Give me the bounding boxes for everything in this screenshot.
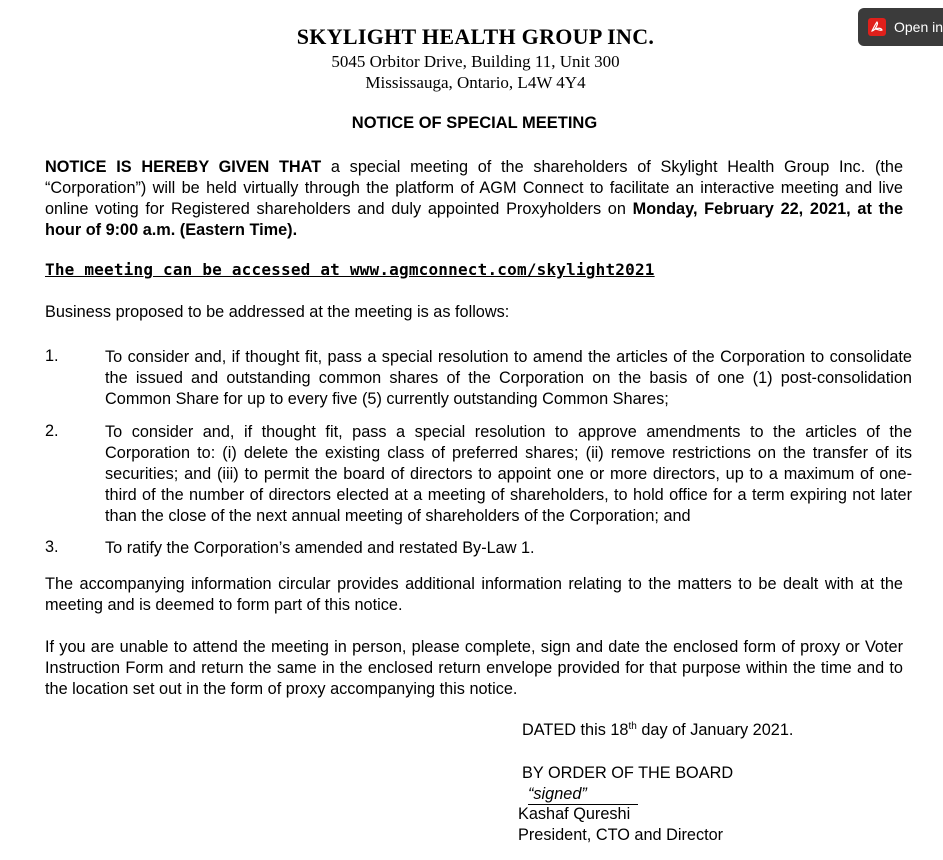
signer-name: Kashaf Qureshi [518,805,631,823]
signer-title: President, CTO and Director [518,826,724,844]
item-number: 1. [45,347,59,365]
meeting-access-link[interactable]: The meeting can be accessed at www.agmconnect.com/skylight2021 [45,260,655,279]
address-line-1: 5045 Orbitor Drive, Building 11, Unit 300 [331,52,620,71]
item-text: To consider and, if thought fit, pass a special resolution to amend the articles of the Corporation to consolidate the issued and outstanding common shares of the Corporation on the basis of one (1) post-consolidation Common Share for up to every five (5) currently outstanding Common Shares; [105,348,912,408]
item-number: 2. [45,422,59,440]
intro-lead: NOTICE IS HEREBY GIVEN THAT [45,158,322,176]
intro-paragraph [45,157,903,241]
item-number: 3. [45,538,59,556]
circular-paragraph: The accompanying information circular provides additional information relating to the matters to be dealt with at the meeting and is deemed to form part of this notice. [45,575,903,614]
proxy-paragraph: If you are unable to attend the meeting in person, please complete, sign and date the enclosed form of proxy or Voter Instruction Form and return the same in the enclosed return envelope provided for that purpose within the time and to the location set out in the form of proxy accompanying this notice. [45,638,903,698]
open-in-label: Open in [894,19,943,35]
by-order-line: BY ORDER OF THE BOARD [522,764,734,782]
intro-body: a special meeting of the shareholders of Skylight Health Group Inc. (the “Corporation”) will be held virtually through the platform of AGM Connect to facilitate an interactive meeting and live online voting for Registered shareholders and duly appointed Proxyholders on [45,158,903,218]
signed-line [518,785,638,805]
meeting-datetime: Monday, February 22, 2021, at the hour of 9:00 a.m. (Eastern Time). [45,200,904,239]
company-name: SKYLIGHT HEALTH GROUP INC. [296,24,655,49]
address-line-2: Mississauga, Ontario, L4W 4Y4 [365,73,586,92]
signed-text: “signed” [528,785,638,805]
dated-line: DATED this 18th day of January 2021. [522,721,794,739]
item-text: To ratify the Corporation’s amended and restated By-Law 1. [105,539,535,557]
business-intro: Business proposed to be addressed at the meeting is as follows: [45,303,510,321]
item-text: To consider and, if thought fit, pass a special resolution to approve amendments to the articles of the Corporation to: (i) delete the existing class of preferred shares; (ii) remove restrictions on the transfer of its securities; and (iii) to permit the board of directors to appoint one or more directors, up to a maximum of one-third of the number of directors elected at a meeting of shareholders, to hold office for a term expiring not later than the close of the next annual meeting of shareholders of the Corporation; and [105,423,912,525]
notice-title: NOTICE OF SPECIAL MEETING [351,114,598,132]
